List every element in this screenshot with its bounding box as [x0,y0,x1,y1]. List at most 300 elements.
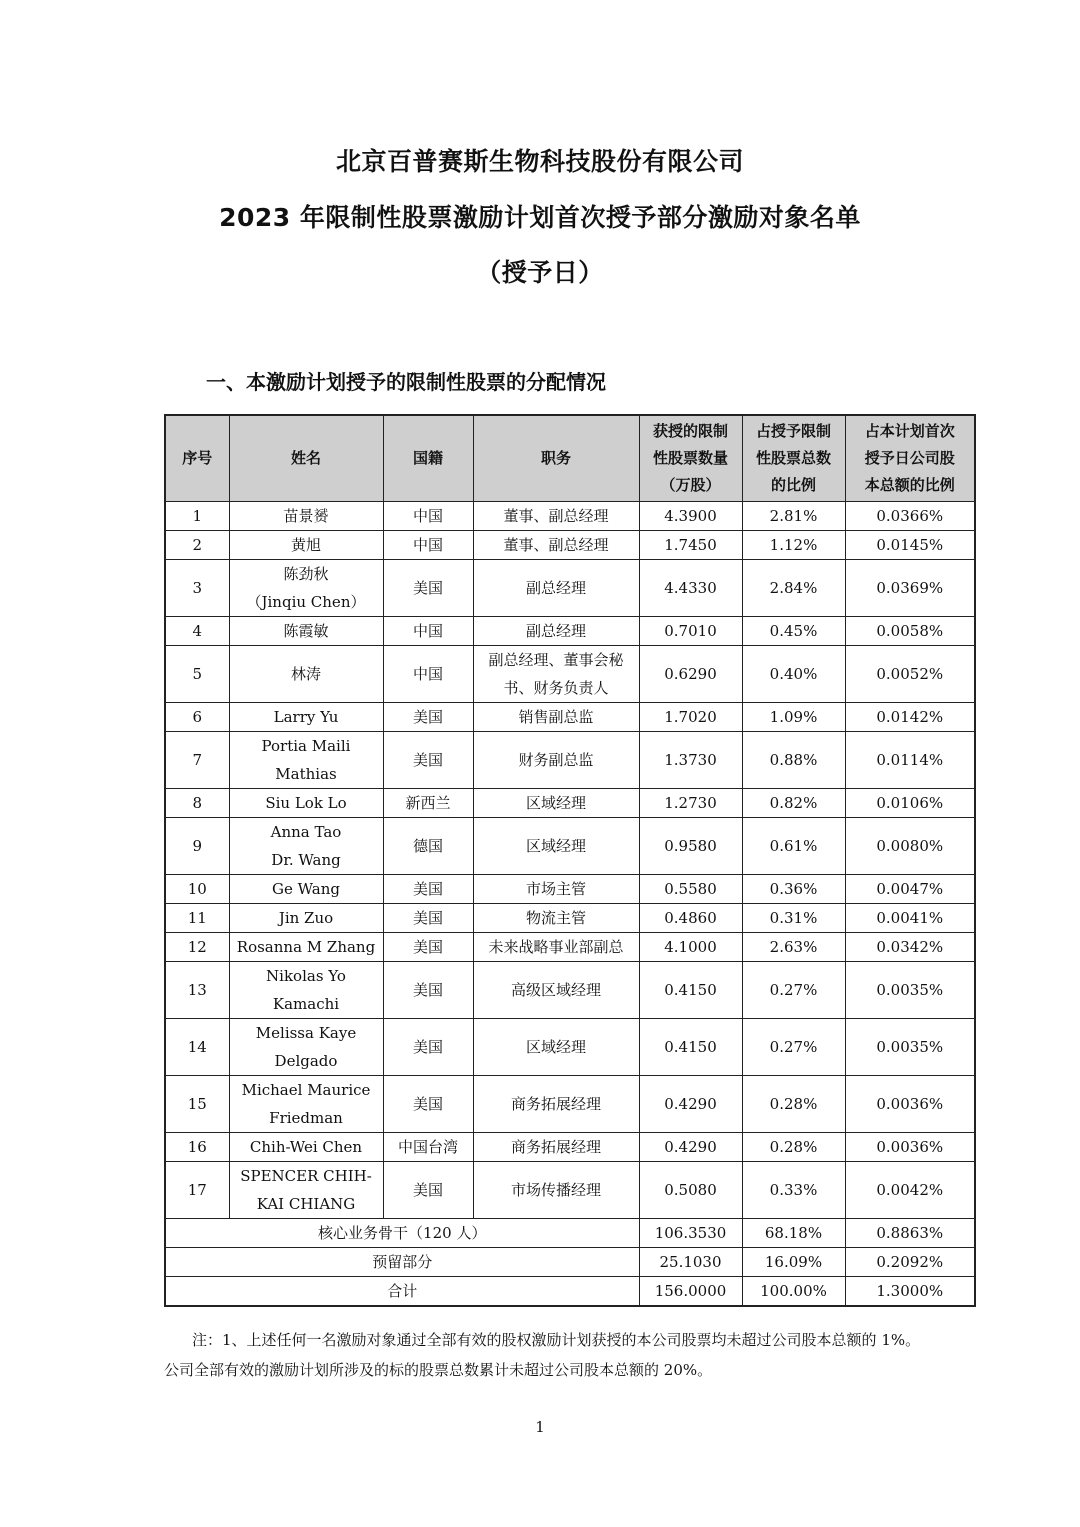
document-subtitle: 2023 年限制性股票激励计划首次授予部分激励对象名单 [219,203,861,232]
cell-position-text: 市场主管 [525,880,586,898]
cell-nationality-text: 美国 [412,1095,443,1113]
cell-position [473,1133,639,1162]
header-ratio-grant [742,415,845,502]
cell-name-text: （Jinqiu Chen） [246,593,366,611]
cell-name-text: Siu Lok Lo [265,794,347,812]
cell-name-text: Anna Tao [270,823,342,841]
header-nationality: 国籍 [383,415,473,502]
cell-nationality [383,732,473,789]
cell-ratio-grant-text: 0.28% [769,1138,818,1156]
header-shares-line: （万股） [660,476,721,494]
document-date-label: （授予日） [476,258,604,287]
cell-ratio-total-text: 0.0036% [876,1138,944,1156]
header-shares [639,415,742,502]
table-row [165,962,975,1019]
header-ratio-total [845,415,975,502]
table-row [165,789,975,818]
summary-shares: 156.0000 [639,1277,742,1307]
cell-position-text: 书、财务负责人 [503,679,609,697]
cell-name-text: Dr. Wang [271,851,341,869]
cell-position [473,617,639,646]
section-heading: 一、本激励计划授予的限制性股票的分配情况 [206,370,606,394]
summary-ratio-grant: 100.00% [742,1277,845,1307]
cell-name-text: KAI CHIANG [256,1195,356,1213]
cell-no-text: 14 [187,1038,207,1056]
cell-no [165,904,229,933]
cell-no [165,1162,229,1219]
cell-shares-text: 1.7450 [664,536,717,554]
cell-no-text: 7 [192,751,203,769]
cell-nationality-text: 美国 [412,1181,443,1199]
cell-nationality [383,789,473,818]
cell-position [473,1162,639,1219]
cell-no [165,560,229,617]
cell-ratio-grant [742,646,845,703]
cell-no [165,875,229,904]
cell-ratio-grant [742,1133,845,1162]
cell-name-text: Delgado [274,1052,338,1070]
summary-shares: 25.1030 [639,1248,742,1277]
cell-nationality [383,1076,473,1133]
cell-name [229,703,383,732]
cell-no [165,502,229,531]
cell-position [473,703,639,732]
cell-name [229,818,383,875]
cell-ratio-total-text: 0.0041% [876,909,944,927]
cell-no-text: 3 [192,579,203,597]
cell-ratio-total-text: 0.0047% [876,880,944,898]
table-body [165,502,975,1307]
table-row [165,875,975,904]
cell-name-text: 苗景赟 [283,507,329,525]
cell-position-text: 副总经理 [525,579,586,597]
table-header-row [165,415,975,502]
cell-position [473,818,639,875]
cell-ratio-total [845,732,975,789]
cell-name [229,560,383,617]
cell-shares-text: 0.4860 [664,909,717,927]
cell-nationality-text: 中国台湾 [397,1138,458,1156]
cell-nationality-text: 德国 [412,837,443,855]
cell-nationality-text: 美国 [412,751,443,769]
cell-ratio-total-text: 0.0080% [876,837,944,855]
cell-name [229,617,383,646]
cell-ratio-grant-text: 1.12% [769,536,818,554]
cell-ratio-grant-text: 0.31% [769,909,818,927]
cell-no-text: 9 [192,837,203,855]
cell-ratio-total [845,617,975,646]
cell-nationality [383,818,473,875]
cell-nationality-text: 美国 [412,708,443,726]
cell-ratio-grant-text: 0.33% [769,1181,818,1199]
cell-ratio-total-text: 0.0035% [876,981,944,999]
cell-shares-text: 0.5580 [664,880,717,898]
table-row [165,531,975,560]
cell-shares-text: 1.2730 [664,794,717,812]
cell-nationality [383,904,473,933]
cell-nationality [383,703,473,732]
header-ratio-total-line: 本总额的比例 [864,476,955,494]
cell-position-text: 区域经理 [525,1038,586,1056]
cell-position-text: 市场传播经理 [510,1181,601,1199]
cell-shares [639,789,742,818]
summary-ratio-total: 0.2092% [845,1248,975,1277]
cell-name [229,502,383,531]
cell-ratio-grant-text: 2.81% [769,507,818,525]
cell-ratio-grant [742,962,845,1019]
cell-no [165,818,229,875]
cell-no-text: 2 [192,536,203,554]
cell-shares-text: 0.4150 [664,981,717,999]
cell-nationality [383,531,473,560]
cell-no [165,1019,229,1076]
summary-label: 合计 [165,1277,639,1307]
cell-ratio-grant [742,933,845,962]
cell-no-text: 15 [187,1095,207,1113]
cell-nationality-text: 美国 [412,1038,443,1056]
header-ratio-grant-line: 性股票总数 [755,449,831,467]
cell-position [473,531,639,560]
cell-nationality [383,1133,473,1162]
cell-ratio-total [845,502,975,531]
cell-name-text: SPENCER CHIH- [240,1167,372,1185]
cell-position [473,560,639,617]
cell-ratio-total [845,560,975,617]
cell-ratio-grant [742,617,845,646]
cell-no-text: 1 [192,507,203,525]
cell-shares [639,1019,742,1076]
cell-shares-text: 4.4330 [664,579,717,597]
cell-shares [639,646,742,703]
cell-ratio-grant-text: 0.88% [769,751,818,769]
cell-position [473,1019,639,1076]
cell-no-text: 6 [192,708,203,726]
cell-shares-text: 1.3730 [664,751,717,769]
cell-no-text: 12 [187,938,207,956]
cell-ratio-total [845,1076,975,1133]
table-row [165,703,975,732]
cell-nationality [383,962,473,1019]
header-ratio-grant-line: 的比例 [770,476,816,494]
cell-name-text: 陈霞敏 [283,622,329,640]
cell-shares [639,502,742,531]
cell-nationality [383,933,473,962]
summary-row [165,1248,975,1277]
cell-ratio-total [845,933,975,962]
cell-position-text: 董事、副总经理 [503,536,609,554]
summary-row [165,1277,975,1307]
cell-position [473,962,639,1019]
cell-position-text: 区域经理 [525,794,586,812]
cell-ratio-total [845,962,975,1019]
cell-shares-text: 0.4290 [664,1138,717,1156]
cell-nationality-text: 美国 [412,981,443,999]
cell-no [165,789,229,818]
cell-position [473,933,639,962]
cell-no-text: 11 [187,909,207,927]
cell-shares-text: 4.1000 [664,938,717,956]
cell-position-text: 副总经理 [525,622,586,640]
cell-shares [639,1162,742,1219]
header-ratio-total-line: 授予日公司股 [864,449,955,467]
cell-ratio-grant-text: 0.45% [769,622,818,640]
cell-ratio-total [845,703,975,732]
cell-shares-text: 0.6290 [664,665,717,683]
cell-shares [639,933,742,962]
cell-ratio-total [845,646,975,703]
summary-ratio-grant: 68.18% [742,1219,845,1248]
cell-ratio-grant [742,1076,845,1133]
cell-ratio-total [845,904,975,933]
cell-shares [639,904,742,933]
table-row [165,646,975,703]
cell-shares-text: 0.9580 [664,837,717,855]
cell-ratio-grant [742,703,845,732]
cell-position [473,904,639,933]
cell-ratio-total-text: 0.0342% [876,938,944,956]
cell-ratio-grant-text: 0.27% [769,981,818,999]
cell-ratio-total [845,1133,975,1162]
cell-ratio-grant [742,818,845,875]
summary-shares: 106.3530 [639,1219,742,1248]
cell-name [229,1162,383,1219]
cell-nationality-text: 中国 [412,536,443,554]
cell-name-text: Chih-Wei Chen [249,1138,363,1156]
cell-nationality-text: 美国 [412,909,443,927]
cell-no-text: 5 [192,665,203,683]
cell-position [473,646,639,703]
cell-nationality [383,617,473,646]
cell-name-text: Ge Wang [272,880,340,898]
cell-name [229,875,383,904]
cell-shares [639,1076,742,1133]
cell-ratio-grant [742,502,845,531]
cell-name-text: Portia Maili [261,737,351,755]
summary-label: 核心业务骨干（120 人） [165,1219,639,1248]
cell-no-text: 4 [192,622,203,640]
cell-ratio-total-text: 0.0058% [876,622,944,640]
cell-name [229,933,383,962]
cell-shares-text: 0.4290 [664,1095,717,1113]
cell-position-text: 区域经理 [525,837,586,855]
cell-nationality [383,1162,473,1219]
cell-nationality [383,646,473,703]
cell-name-text: Jin Zuo [278,909,334,927]
cell-ratio-total [845,789,975,818]
cell-ratio-total-text: 0.0145% [876,536,944,554]
cell-ratio-grant [742,1162,845,1219]
cell-position [473,502,639,531]
cell-no-text: 17 [187,1181,207,1199]
cell-ratio-total-text: 0.0035% [876,1038,944,1056]
cell-name [229,1076,383,1133]
cell-ratio-total-text: 0.0042% [876,1181,944,1199]
cell-name [229,962,383,1019]
summary-label: 预留部分 [165,1248,639,1277]
header-shares-line: 获授的限制 [652,422,728,440]
cell-ratio-total-text: 0.0106% [876,794,944,812]
cell-ratio-total [845,1162,975,1219]
cell-position [473,732,639,789]
table-row [165,933,975,962]
summary-ratio-total: 1.3000% [845,1277,975,1307]
cell-nationality [383,502,473,531]
cell-shares [639,962,742,1019]
cell-nationality [383,560,473,617]
cell-no [165,732,229,789]
document-title: 北京百普赛斯生物科技股份有限公司 [335,147,744,176]
cell-no [165,617,229,646]
cell-ratio-total [845,531,975,560]
cell-ratio-grant [742,560,845,617]
cell-nationality [383,875,473,904]
cell-name [229,646,383,703]
cell-nationality-text: 中国 [412,622,443,640]
table-row [165,1076,975,1133]
cell-position-text: 董事、副总经理 [503,507,609,525]
cell-position-text: 商务拓展经理 [510,1138,601,1156]
table-row [165,904,975,933]
cell-shares [639,617,742,646]
cell-no [165,962,229,1019]
cell-ratio-grant [742,904,845,933]
cell-position-text: 高级区域经理 [510,981,601,999]
cell-shares [639,560,742,617]
cell-position-text: 商务拓展经理 [510,1095,601,1113]
cell-name-text: 黄旭 [290,536,321,554]
cell-ratio-grant-text: 0.36% [769,880,818,898]
footnote: 注：1、上述任何一名激励对象通过全部有效的股权激励计划获授的本公司股票均未超过公司股本总额的 1%。公司全部有效的激励计划所涉及的标的股票总数累计未超过公司股本总额的 20%。 [164,1331,921,1379]
cell-ratio-total [845,1019,975,1076]
cell-name-text: 陈劲秋 [283,565,329,583]
cell-ratio-total-text: 0.0114% [876,751,944,769]
table-row [165,1162,975,1219]
cell-shares [639,703,742,732]
cell-position-text: 销售副总监 [518,708,594,726]
cell-name-text: Michael Maurice [241,1081,371,1099]
header-shares-line: 性股票数量 [652,449,728,467]
cell-ratio-total-text: 0.0142% [876,708,944,726]
header-no: 序号 [165,415,229,502]
cell-ratio-grant [742,789,845,818]
cell-name-text: Mathias [275,765,337,783]
allocation-table [164,414,976,1307]
cell-position [473,875,639,904]
cell-position-text: 未来战略事业部副总 [488,938,624,956]
table-row [165,617,975,646]
cell-nationality-text: 美国 [412,880,443,898]
cell-name [229,732,383,789]
table-row [165,560,975,617]
cell-no [165,703,229,732]
cell-name-text: Friedman [269,1109,343,1127]
cell-shares [639,531,742,560]
cell-nationality-text: 中国 [412,507,443,525]
cell-name-text: Nikolas Yo [266,967,346,985]
summary-ratio-total: 0.8863% [845,1219,975,1248]
cell-nationality-text: 美国 [412,579,443,597]
cell-no [165,646,229,703]
cell-ratio-grant [742,531,845,560]
cell-ratio-total-text: 0.0036% [876,1095,944,1113]
cell-ratio-grant-text: 0.82% [769,794,818,812]
cell-nationality-text: 新西兰 [405,794,451,812]
summary-ratio-grant: 16.09% [742,1248,845,1277]
cell-name-text: 林涛 [290,665,321,683]
cell-ratio-total-text: 0.0052% [876,665,944,683]
cell-ratio-grant-text: 2.84% [769,579,818,597]
table-row [165,818,975,875]
cell-shares [639,732,742,789]
cell-ratio-total-text: 0.0366% [876,507,944,525]
cell-no [165,531,229,560]
cell-no [165,933,229,962]
cell-no-text: 8 [192,794,203,812]
table-row [165,1133,975,1162]
cell-ratio-grant-text: 0.61% [769,837,818,855]
cell-shares-text: 0.5080 [664,1181,717,1199]
cell-ratio-grant [742,1019,845,1076]
cell-shares [639,1133,742,1162]
cell-position [473,789,639,818]
cell-name [229,789,383,818]
header-position: 职务 [473,415,639,502]
header-name: 姓名 [229,415,383,502]
table-row [165,732,975,789]
page-number: 1 [535,1418,545,1436]
cell-ratio-total [845,818,975,875]
cell-nationality-text: 中国 [412,665,443,683]
cell-ratio-total-text: 0.0369% [876,579,944,597]
cell-shares [639,818,742,875]
cell-ratio-grant-text: 0.28% [769,1095,818,1113]
cell-name-text: Melissa Kaye [255,1024,357,1042]
cell-shares-text: 1.7020 [664,708,717,726]
cell-name [229,531,383,560]
table-row [165,1019,975,1076]
cell-no-text: 16 [187,1138,207,1156]
cell-ratio-grant-text: 2.63% [769,938,818,956]
cell-name-text: Rosanna M Zhang [236,938,376,956]
header-ratio-total-line: 占本计划首次 [864,422,955,440]
cell-shares [639,875,742,904]
cell-ratio-grant [742,875,845,904]
cell-no [165,1076,229,1133]
cell-name [229,1133,383,1162]
cell-shares-text: 4.3900 [664,507,717,525]
cell-position-text: 物流主管 [525,909,586,927]
cell-ratio-grant-text: 0.27% [769,1038,818,1056]
cell-ratio-total [845,875,975,904]
summary-row [165,1219,975,1248]
cell-shares-text: 0.7010 [664,622,717,640]
cell-nationality [383,1019,473,1076]
cell-shares-text: 0.4150 [664,1038,717,1056]
cell-name-text: Larry Yu [273,708,339,726]
cell-ratio-grant [742,732,845,789]
table-row [165,502,975,531]
cell-position-text: 财务副总监 [518,751,594,769]
cell-ratio-grant-text: 1.09% [769,708,818,726]
cell-name [229,1019,383,1076]
cell-no-text: 13 [187,981,207,999]
cell-ratio-grant-text: 0.40% [769,665,818,683]
cell-position-text: 副总经理、董事会秘 [488,651,624,669]
header-ratio-grant-line: 占授予限制 [755,422,831,440]
cell-nationality-text: 美国 [412,938,443,956]
cell-no-text: 10 [187,880,207,898]
cell-no [165,1133,229,1162]
